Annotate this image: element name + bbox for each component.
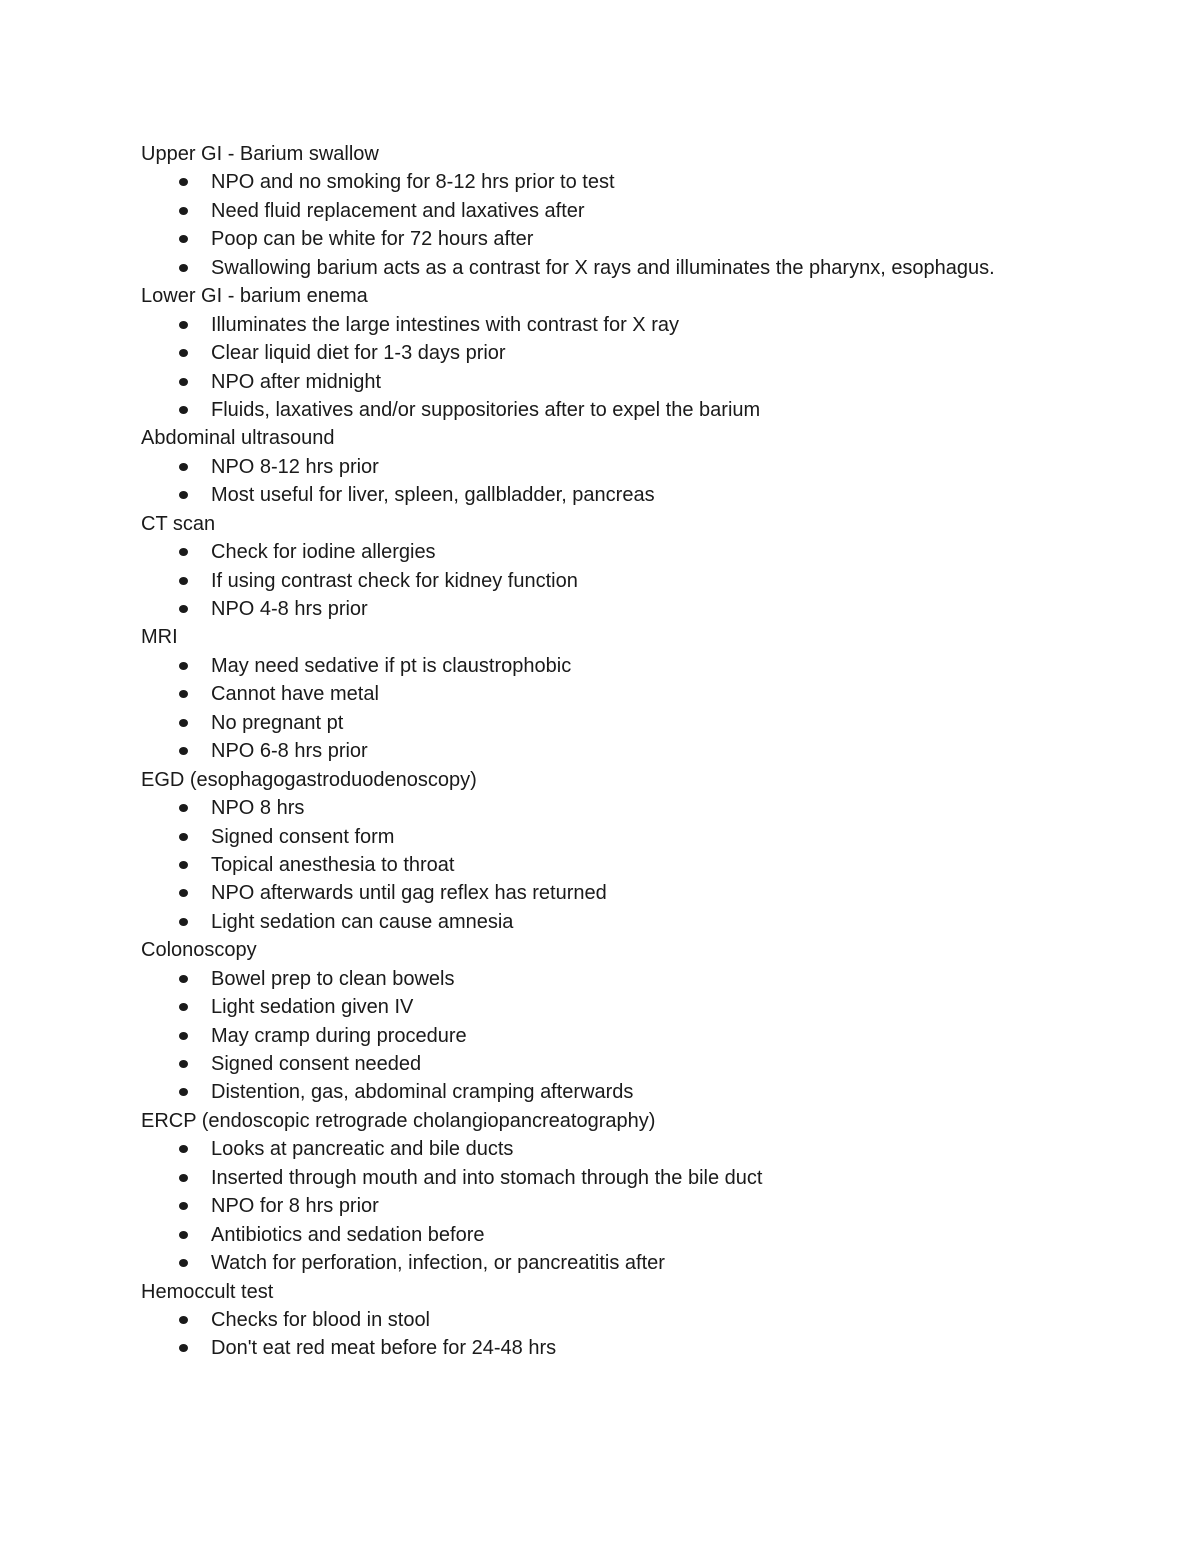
list-item-text: May cramp during procedure	[211, 1024, 467, 1047]
bullet-list	[141, 1306, 1141, 1363]
list-item	[141, 567, 1141, 595]
bullet-icon	[179, 605, 188, 613]
list-item	[141, 879, 1141, 907]
section-heading: EGD (esophagogastroduodenoscopy)	[141, 768, 477, 791]
list-item-text: May need sedative if pt is claustrophobic	[211, 654, 572, 677]
bullet-icon	[179, 1145, 188, 1153]
list-item	[141, 1078, 1141, 1106]
list-item-text: If using contrast check for kidney function	[211, 569, 578, 592]
bullet-icon	[179, 406, 188, 414]
list-item	[141, 709, 1141, 737]
list-item-text: NPO 6-8 hrs prior	[211, 740, 368, 763]
list-item-text: Clear liquid diet for 1-3 days prior	[211, 342, 506, 365]
bullet-icon	[179, 207, 188, 215]
list-item-text: Swallowing barium acts as a contrast for X rays and illuminates the pharynx, esophagus.	[211, 256, 995, 279]
list-item-text: NPO 8-12 hrs prior	[211, 455, 379, 478]
bullet-icon	[179, 975, 188, 983]
bullet-icon	[179, 833, 188, 841]
section-heading: Abdominal ultrasound	[141, 427, 335, 450]
bullet-icon	[179, 378, 188, 386]
bullet-list	[141, 965, 1141, 1107]
bullet-icon	[179, 690, 188, 698]
list-item-text: NPO for 8 hrs prior	[211, 1195, 379, 1218]
section-heading: Colonoscopy	[141, 939, 257, 962]
list-item-text: Check for iodine allergies	[211, 541, 436, 564]
list-item-text: NPO 8 hrs	[211, 797, 305, 820]
list-item	[141, 1050, 1141, 1078]
document-page	[141, 140, 1141, 1363]
list-item	[141, 311, 1141, 339]
list-item	[141, 1135, 1141, 1163]
section-heading: CT scan	[141, 512, 216, 535]
bullet-icon	[179, 662, 188, 670]
list-item-text: NPO 4-8 hrs prior	[211, 598, 368, 620]
bullet-icon	[179, 463, 188, 471]
bullet-list	[141, 311, 1141, 425]
list-item	[141, 225, 1141, 253]
bullet-icon	[179, 235, 188, 243]
bullet-icon	[179, 747, 188, 755]
list-item	[141, 1192, 1141, 1220]
list-item-text: Bowel prep to clean bowels	[211, 967, 455, 990]
bullet-icon	[179, 889, 188, 897]
bullet-icon	[179, 1032, 188, 1040]
list-item	[141, 794, 1141, 822]
list-item	[141, 823, 1141, 851]
list-item	[141, 339, 1141, 367]
list-item	[141, 197, 1141, 225]
section-heading: Hemoccult test	[141, 1280, 274, 1303]
list-item-text: Topical anesthesia to throat	[211, 853, 455, 876]
list-item	[141, 737, 1141, 765]
bullet-icon	[179, 804, 188, 812]
list-item-text: Light sedation can cause amnesia	[211, 910, 514, 933]
section-heading: Lower GI - barium enema	[141, 285, 368, 308]
bullet-icon	[179, 349, 188, 357]
list-item	[141, 680, 1141, 708]
section-heading: Upper GI - Barium swallow	[141, 143, 379, 165]
section-heading: ERCP (endoscopic retrograde cholangiopancreatography)	[141, 1109, 656, 1132]
bullet-icon	[179, 264, 188, 272]
list-item	[141, 908, 1141, 936]
list-item-text: Watch for perforation, infection, or pancreatitis after	[211, 1252, 665, 1275]
list-item	[141, 851, 1141, 879]
bullet-list	[141, 1135, 1141, 1277]
bullet-list	[141, 794, 1141, 936]
list-item	[141, 1164, 1141, 1192]
bullet-icon	[179, 1202, 188, 1210]
list-item	[141, 368, 1141, 396]
list-item-text: Poop can be white for 72 hours after	[211, 228, 534, 251]
bullet-icon	[179, 1060, 188, 1068]
bullet-icon	[179, 1003, 188, 1011]
list-item-text: Inserted through mouth and into stomach through the bile duct	[211, 1166, 763, 1189]
bullet-icon	[179, 1231, 188, 1239]
bullet-icon	[179, 321, 188, 329]
list-item-text: Cannot have metal	[211, 683, 379, 706]
list-item-text: Illuminates the large intestines with contrast for X ray	[211, 313, 679, 336]
list-item	[141, 254, 1141, 282]
list-item-text: Checks for blood in stool	[211, 1308, 431, 1331]
list-item-text: No pregnant pt	[211, 711, 344, 734]
list-item-text: Distention, gas, abdominal cramping afterwards	[211, 1081, 634, 1104]
bullet-icon	[179, 719, 188, 727]
bullet-icon	[179, 1259, 188, 1267]
bullet-list	[141, 168, 1141, 282]
bullet-list	[141, 652, 1141, 766]
list-item	[141, 1334, 1141, 1362]
list-item-text: Signed consent form	[211, 825, 395, 848]
list-item	[141, 595, 1141, 623]
bullet-icon	[179, 1344, 188, 1352]
list-item	[141, 1022, 1141, 1050]
list-item-text: Looks at pancreatic and bile ducts	[211, 1138, 514, 1161]
list-item-text: Signed consent needed	[211, 1053, 422, 1075]
bullet-list	[141, 538, 1141, 623]
list-item-text: Don't eat red meat before for 24-48 hrs	[211, 1337, 557, 1360]
list-item	[141, 1249, 1141, 1277]
list-item	[141, 1306, 1141, 1334]
list-item-text: Antibiotics and sedation before	[211, 1223, 485, 1246]
list-item-text: NPO and no smoking for 8-12 hrs prior to test	[211, 171, 615, 194]
list-item	[141, 652, 1141, 680]
list-item-text: NPO afterwards until gag reflex has returned	[211, 882, 607, 905]
bullet-list	[141, 453, 1141, 510]
list-item-text: Fluids, laxatives and/or suppositories after to expel the barium	[211, 398, 761, 421]
list-item	[141, 965, 1141, 993]
list-item-text: NPO after midnight	[211, 370, 382, 393]
list-item	[141, 168, 1141, 196]
bullet-icon	[179, 1316, 188, 1324]
bullet-icon	[179, 1174, 188, 1182]
bullet-icon	[179, 577, 188, 585]
list-item	[141, 538, 1141, 566]
bullet-icon	[179, 548, 188, 556]
section-heading: MRI	[141, 626, 178, 649]
bullet-icon	[179, 178, 188, 186]
list-item	[141, 993, 1141, 1021]
list-item-text: Light sedation given IV	[211, 996, 414, 1019]
list-item-text: Need fluid replacement and laxatives after	[211, 199, 585, 222]
bullet-icon	[179, 918, 188, 926]
list-item	[141, 396, 1141, 424]
list-item	[141, 453, 1141, 481]
list-item-text: Most useful for liver, spleen, gallbladder, pancreas	[211, 484, 655, 507]
bullet-icon	[179, 1088, 188, 1096]
bullet-icon	[179, 491, 188, 499]
list-item	[141, 481, 1141, 509]
bullet-icon	[179, 861, 188, 869]
list-item	[141, 1221, 1141, 1249]
